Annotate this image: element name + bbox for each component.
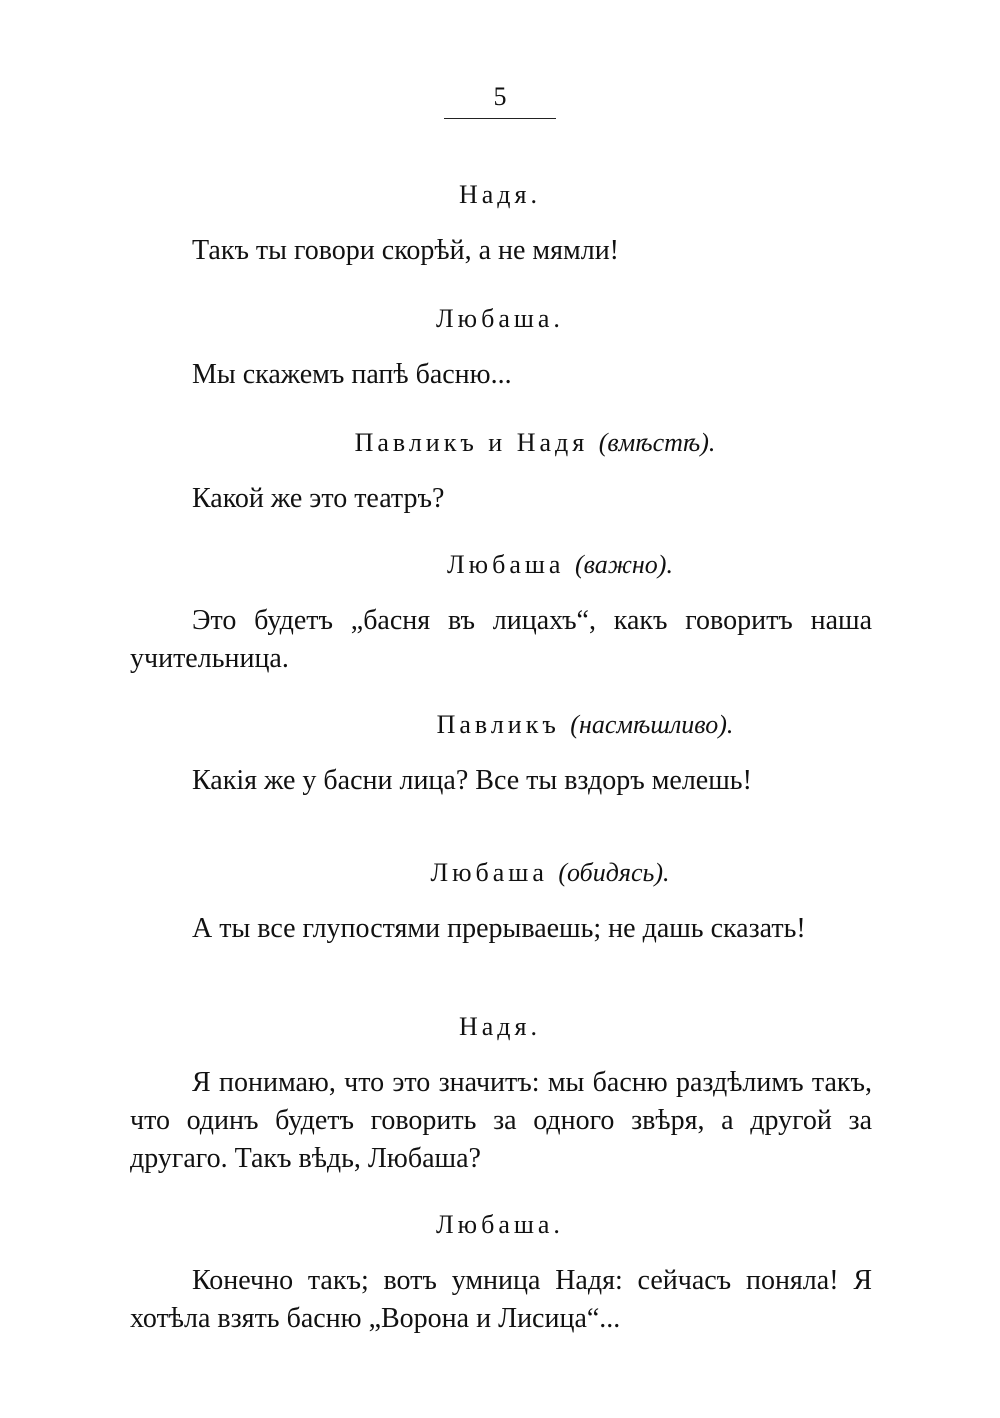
- speaker-name: [0, 1010, 1000, 1044]
- speech-line: Это будетъ „басня въ лицахъ“, какъ говоритъ наша учительница.: [130, 605, 872, 674]
- speaker-label: Любаша.: [436, 1210, 564, 1239]
- speaker-name: [0, 708, 1000, 742]
- header-rule: [444, 118, 556, 119]
- speaker-name: [0, 856, 1000, 890]
- speaker-label: Любаша.: [436, 304, 564, 333]
- speech-line: Какія же у басни лица? Все ты вздоръ мелешь!: [192, 765, 752, 796]
- speech-line: Такъ ты говори скорѣй, а не мямли!: [192, 235, 619, 266]
- speech-line: Я понимаю, что это значитъ: мы басню раздѣлимъ такъ, что одинъ будетъ говорить за одного звѣря, а другой за другаго. Такъ вѣдь, Любаша?: [130, 1067, 872, 1174]
- speaker-label: Любаша: [430, 858, 548, 887]
- speaker-label: Надя.: [458, 180, 541, 209]
- page-number: 5: [493, 82, 507, 111]
- speech-line: Какой же это театръ?: [192, 483, 445, 514]
- speaker-label: Павликъ: [436, 710, 560, 739]
- speaker-label: Павликъ и Надя: [354, 428, 589, 457]
- stage-direction: (насмѣшливо).: [570, 710, 734, 739]
- speaker-label: Любаша: [447, 550, 565, 579]
- speaker-name: [0, 426, 1000, 460]
- speech-line: Конечно такъ; вотъ умница Надя: сейчасъ поняла! Я хотѣла взять басню „Ворона и Лисица“...: [130, 1265, 872, 1334]
- speech-line: А ты все глупостями прерываешь; не дашь сказать!: [192, 913, 806, 944]
- stage-direction: (важно).: [574, 550, 673, 579]
- stage-direction: (вмѣстѣ).: [598, 428, 716, 457]
- speech-line: Мы скажемъ папѣ басню...: [192, 359, 512, 390]
- speaker-name: [0, 302, 1000, 336]
- stage-direction: (обидясь).: [558, 858, 670, 887]
- speaker-name: [0, 178, 1000, 212]
- speaker-name: [0, 548, 1000, 582]
- speaker-label: Надя.: [458, 1012, 541, 1041]
- speaker-name: [0, 1208, 1000, 1242]
